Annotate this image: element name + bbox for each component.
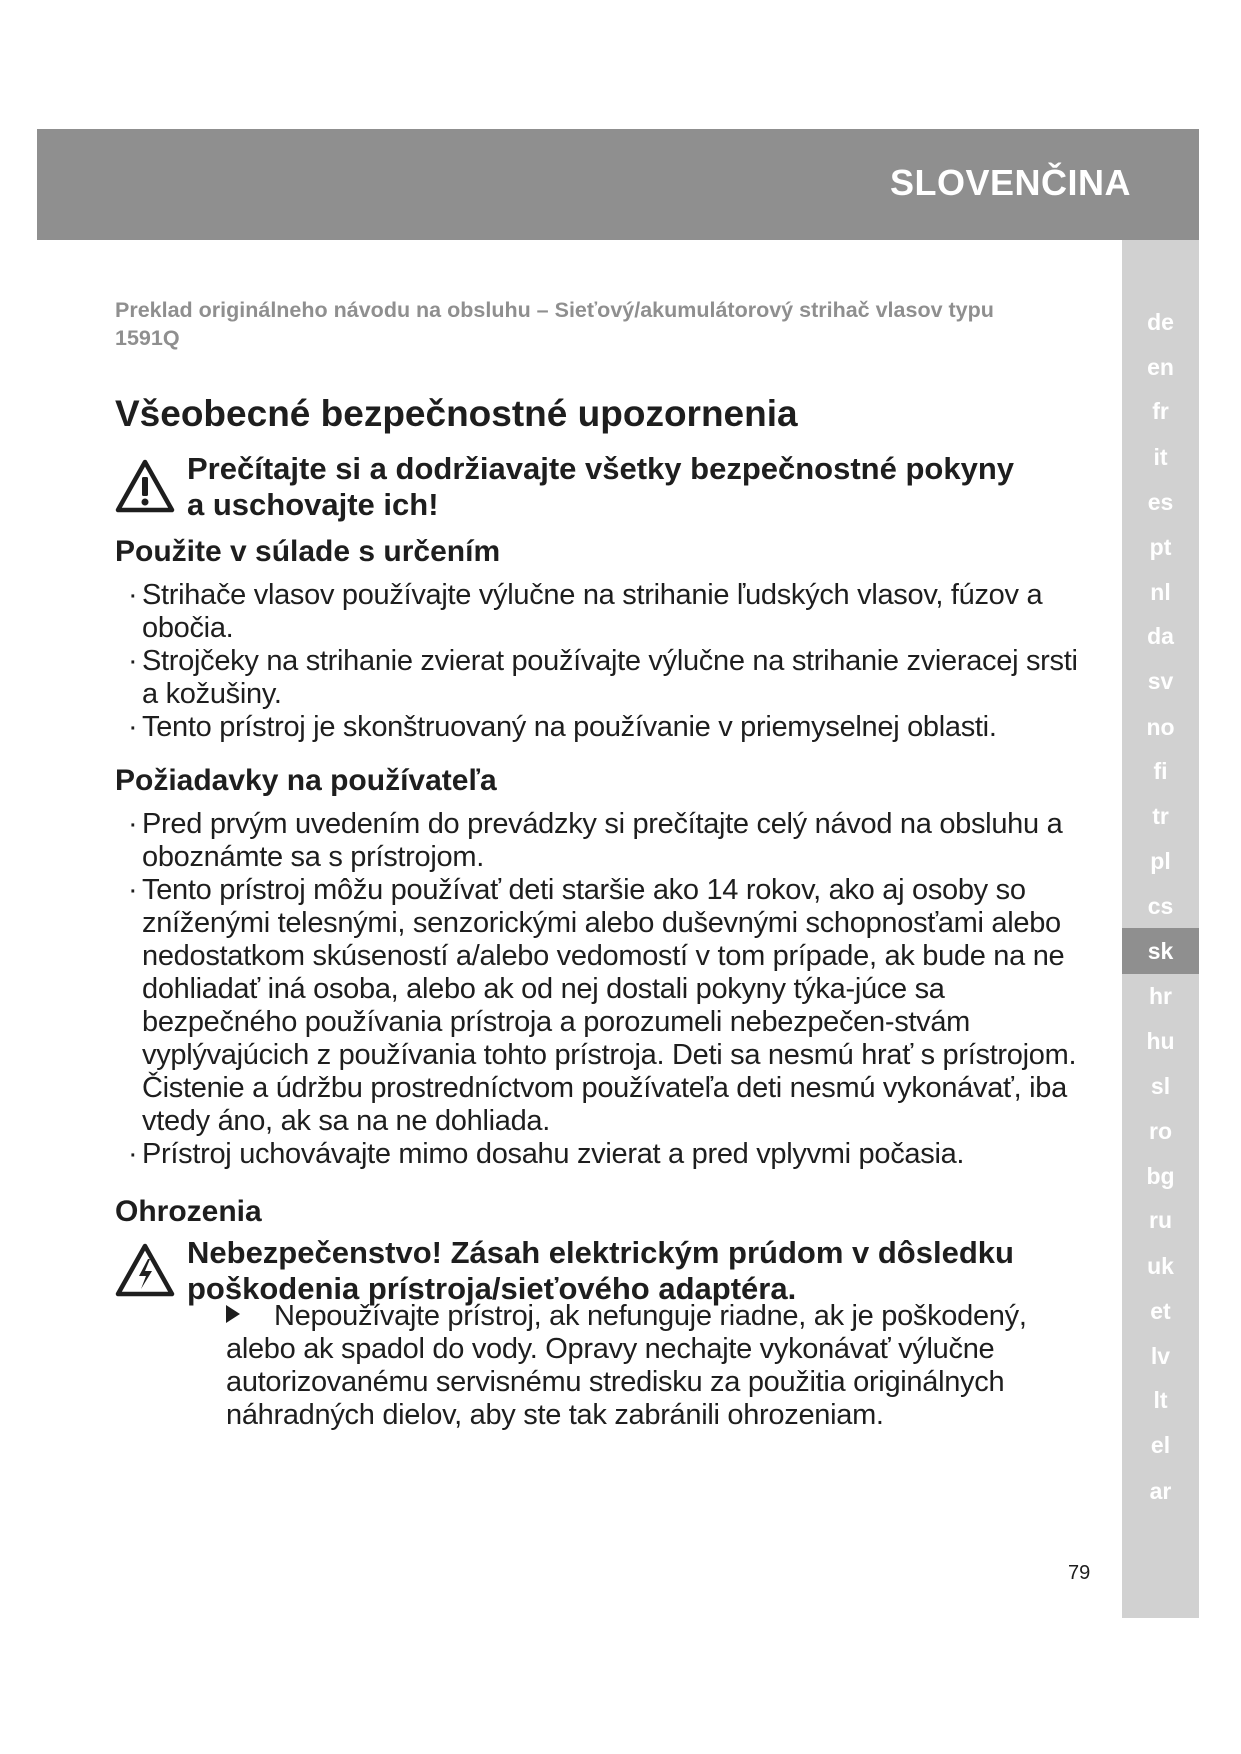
page-number: 79 — [1068, 1562, 1091, 1584]
lang-tab-pt[interactable]: pt — [1149, 533, 1172, 560]
lang-tab-sl[interactable]: sl — [1150, 1072, 1171, 1099]
lang-tab-sk-active[interactable]: sk — [1122, 928, 1199, 974]
lang-tab-da[interactable]: da — [1147, 622, 1174, 649]
page-language-title: SLOVENČINA — [889, 162, 1131, 203]
lang-tab-no[interactable]: no — [1146, 713, 1175, 740]
warning-triangle-icon — [115, 459, 175, 513]
lang-tab-fi[interactable]: fi — [1153, 757, 1168, 784]
language-sidebar — [1122, 240, 1199, 1618]
lang-tab-bg[interactable]: bg — [1146, 1162, 1175, 1189]
list-item: · Strojčeky na strihanie zvierat používajte výlučne na strihanie zvieracej srsti a kožušiny. — [130, 645, 1090, 711]
lang-tab-ru[interactable]: ru — [1149, 1206, 1172, 1233]
lang-tab-lv[interactable]: lv — [1150, 1342, 1171, 1369]
lang-tab-et[interactable]: et — [1150, 1297, 1171, 1324]
lang-tab-ar[interactable]: ar — [1149, 1477, 1172, 1504]
lang-tab-hu[interactable]: hu — [1146, 1027, 1175, 1054]
action-arrow-icon — [226, 1305, 240, 1323]
intended-use-list — [130, 579, 1090, 744]
lang-tab-el[interactable]: el — [1150, 1431, 1171, 1458]
lang-tab-hr[interactable]: hr — [1149, 982, 1172, 1009]
user-requirements-list — [130, 808, 1090, 1171]
electric-shock-warning-icon — [115, 1243, 175, 1297]
lang-tab-fr[interactable]: fr — [1152, 397, 1169, 424]
lang-tab-cs[interactable]: cs — [1147, 892, 1174, 919]
hazard-action-item — [226, 1300, 1086, 1432]
lang-tab-pl[interactable]: pl — [1150, 847, 1171, 874]
safety-warning-block — [115, 451, 1015, 531]
intended-use-heading: Použite v súlade s určením — [115, 535, 501, 568]
list-item: · Tento prístroj môžu používať deti staršie ako 14 rokov, ako aj osoby so zníženými telesnými, senzorickými alebo duševnými schopnosťami alebo nedostatkom skúseností a/alebo vedomostí v tom prípade, ak bude na ne dohliadať iná osoba, alebo ak od nej dostali pokyny týka-júce sa bezpečného používania prístroja a porozumeli nebezpečen-stvám vyplývajúcich z používania tohto prístroja. Deti sa nesmú hrať s prístrojom. Čistenie a údržbu prostredníctvom používateľa deti nesmú vykonávať, iba vtedy áno, ak sa na ne dohliada. — [130, 874, 1090, 1138]
lang-tab-tr[interactable]: tr — [1152, 802, 1169, 829]
hazard-warning-block — [115, 1235, 1015, 1305]
lang-tab-en[interactable]: en — [1147, 353, 1174, 380]
lang-tab-sv[interactable]: sv — [1147, 667, 1174, 694]
hazard-action-text: Nepoužívajte prístroj, ak nefunguje riadne, ak je poškodený, alebo ak spadol do vody. Opravy nechajte vykonávať výlučne autorizovanému servisnému stredisku za použitia originálnych náhradných dielov, aby ste tak zabránili ohrozeniam. — [226, 1300, 1027, 1431]
lang-tab-it[interactable]: it — [1153, 443, 1168, 470]
list-item: · Pred prvým uvedením do prevádzky si prečítajte celý návod na obsluhu a oboznámte sa s prístrojom. — [130, 808, 1090, 874]
lang-tab-nl[interactable]: nl — [1150, 578, 1171, 605]
lang-tab-uk[interactable]: uk — [1147, 1252, 1174, 1279]
document-subtitle: Preklad originálneho návodu na obsluhu – Sieťový/akumulátorový strihač vlasov typu 1591Q — [115, 298, 994, 350]
list-item: · Prístroj uchovávajte mimo dosahu zvierat a pred vplyvmi počasia. — [130, 1138, 1090, 1171]
lang-tab-ro[interactable]: ro — [1149, 1117, 1172, 1144]
user-requirements-heading: Požiadavky na používateľa — [115, 764, 497, 797]
safety-warning-text: Prečítajte si a dodržiavajte všetky bezpečnostné pokyny a uschovajte ich! — [187, 451, 1014, 522]
list-item: · Strihače vlasov používajte výlučne na strihanie ľudských vlasov, fúzov a obočia. — [130, 579, 1090, 645]
lang-tab-de[interactable]: de — [1147, 308, 1174, 335]
main-heading: Všeobecné bezpečnostné upozornenia — [115, 393, 798, 434]
hazard-danger-text: Nebezpečenstvo! Zásah elektrickým prúdom v dôsledku poškodenia prístroja/sieťového adaptéra. — [187, 1235, 1014, 1306]
list-item: · Tento prístroj je skonštruovaný na používanie v priemyselnej oblasti. — [130, 711, 1090, 744]
lang-tab-es[interactable]: es — [1147, 488, 1174, 515]
lang-tab-lt[interactable]: lt — [1153, 1386, 1168, 1413]
hazards-heading: Ohrozenia — [115, 1195, 262, 1228]
